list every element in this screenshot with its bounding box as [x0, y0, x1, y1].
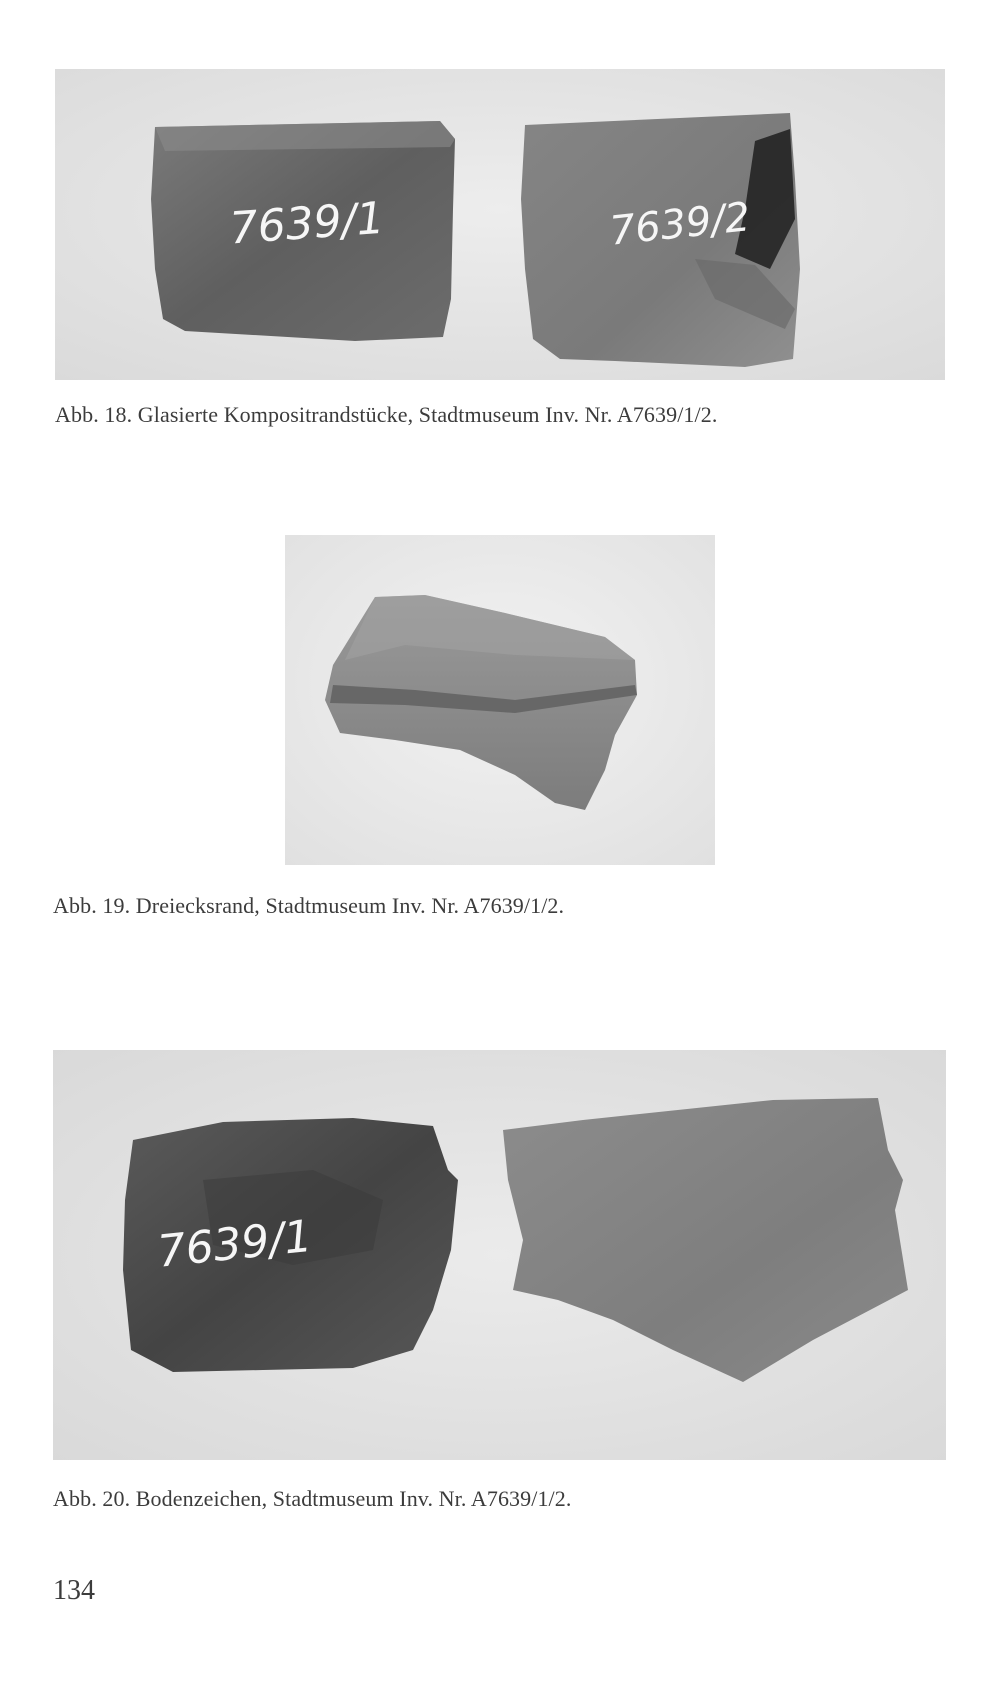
- sherd-label-2: 7639/2: [607, 194, 753, 255]
- figure-20-caption: Abb. 20. Bodenzeichen, Stadtmuseum Inv. Nr. A7639/1/2.: [53, 1486, 572, 1511]
- figure-18-photo: [55, 69, 945, 380]
- figure-18-caption: Abb. 18. Glasierte Kompositrandstücke, Stadtmuseum Inv. Nr. A7639/1/2.: [55, 402, 718, 427]
- figure-18-image: [55, 69, 945, 380]
- sherd-label-3: 7639/1: [155, 1210, 315, 1278]
- figure-20-photo: [53, 1050, 946, 1460]
- figure-20-image: [53, 1050, 946, 1460]
- figure-19-image: [285, 535, 715, 865]
- page-number: 134: [53, 1575, 95, 1606]
- figure-19-caption: Abb. 19. Dreiecksrand, Stadtmuseum Inv. Nr. A7639/1/2.: [53, 893, 565, 918]
- figure-19-photo: [285, 535, 715, 865]
- sherd-label-1: 7639/1: [228, 192, 387, 255]
